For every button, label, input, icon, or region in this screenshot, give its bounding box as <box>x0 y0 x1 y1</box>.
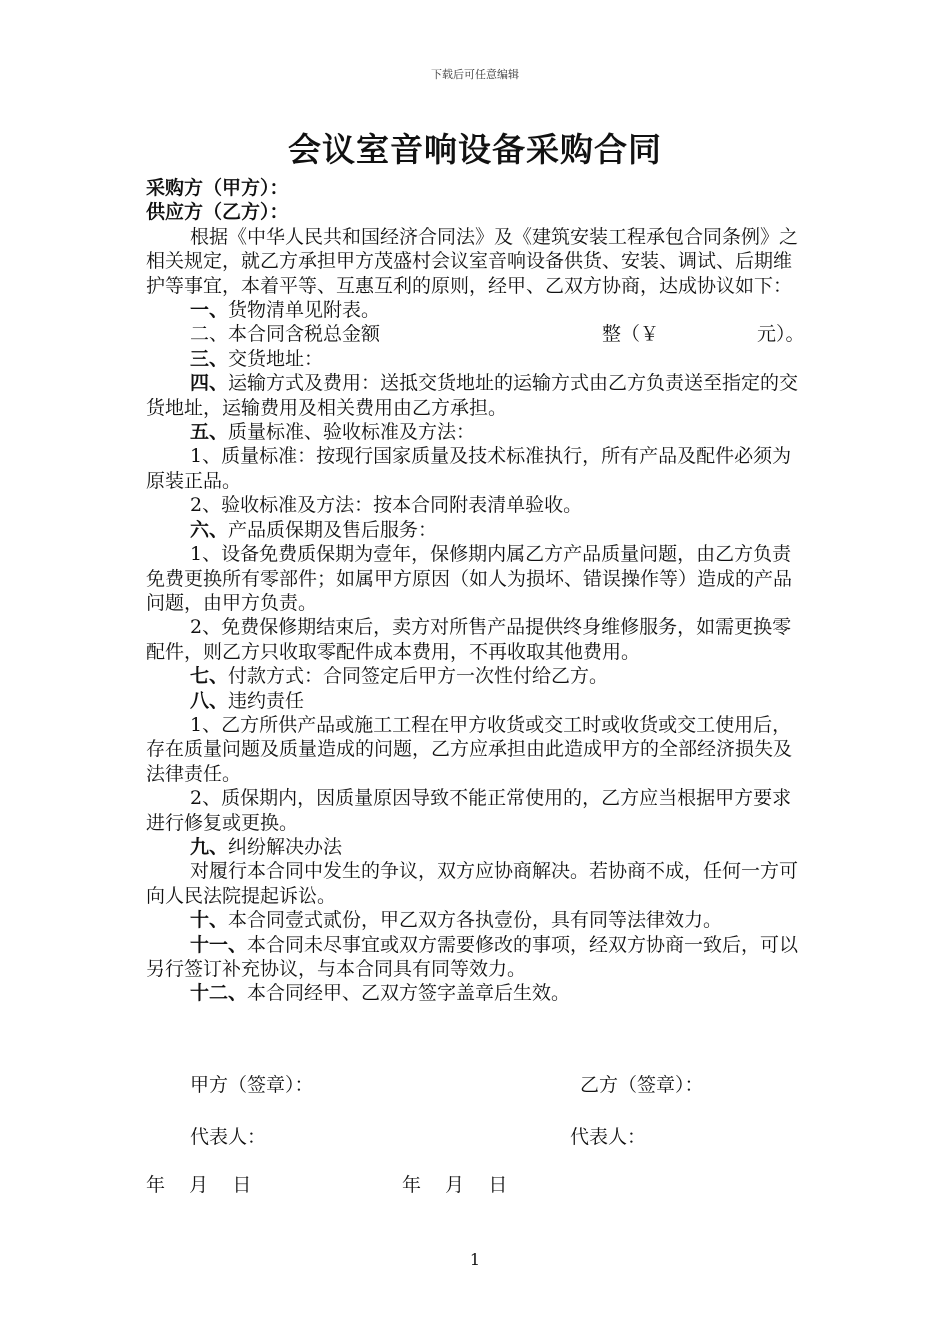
section-11 <box>146 933 810 982</box>
section-text: 纠纷解决办法 <box>228 835 343 858</box>
section-9-item-1: 对履行本合同中发生的争议，双方应协商解决。若协商不成，任何一方可向人民法院提起诉讼。 <box>146 860 799 907</box>
section-number: 二、 <box>190 323 229 346</box>
party-b-representative-label: 代表人： <box>570 1126 647 1148</box>
party-a-line: 采购方（甲方）： <box>146 177 289 199</box>
section-3 <box>146 347 810 371</box>
section-text: 产品质保期及售后服务： <box>228 518 438 541</box>
section-5-item-1: 1、质量标准：按现行国家质量及技术标准执行，所有产品及配件必须为原装正品。 <box>146 445 792 492</box>
section-6-item-1: 1、设备免费质保期为壹年，保修期内属乙方产品质量问题，由乙方负责免费更换所有零部件；如属甲方原因（如人为损坏、错误操作等）造成的产品问题，由甲方负责。 <box>146 543 793 614</box>
section-text: 运输方式及费用：送抵交货地址的运输方式由乙方负责送至指定的交货地址，运输费用及相关费用由乙方承担。 <box>146 372 799 419</box>
section-8-item-2: 2、质保期内，因质量原因导致不能正常使用的，乙方应当根据甲方要求进行修复或更换。 <box>146 787 792 834</box>
header-note: 下载后可任意编辑 <box>431 68 519 81</box>
section-text: 本合同壹式贰份，甲乙双方各执壹份，具有同等法律效力。 <box>228 909 723 932</box>
section-4 <box>146 371 810 420</box>
section-text: 本合同含税总金额 <box>228 323 381 346</box>
amount-yuan-end: 元）。 <box>757 323 805 346</box>
section-number: 六、 <box>190 518 229 541</box>
contract-title: 会议室音响设备采购合同 <box>288 130 662 169</box>
section-5-item-2: 2、验收标准及方法：按本合同附表清单验收。 <box>190 494 583 517</box>
section-2 <box>146 322 810 346</box>
section-9 <box>146 835 810 859</box>
section-1 <box>146 298 810 322</box>
section-6 <box>146 518 810 542</box>
section-8 <box>146 689 810 713</box>
section-8-item-1: 1、乙方所供产品或施工工程在甲方收货或交工时或收货或交工使用后，存在质量问题及质量造成的问题，乙方应承担由此造成甲方的全部经济损失及法律责任。 <box>146 713 793 785</box>
section-text: 本合同经甲、乙双方签字盖章后生效。 <box>247 982 571 1005</box>
section-number: 三、 <box>190 347 229 370</box>
section-number: 十二、 <box>190 982 248 1005</box>
amount-yuan-label: 整（￥ <box>602 323 660 346</box>
section-number: 一、 <box>190 299 229 322</box>
section-number: 五、 <box>190 421 229 444</box>
section-5 <box>146 420 810 444</box>
section-text: 质量标准、验收标准及方法： <box>228 421 476 444</box>
section-number: 九、 <box>190 835 229 858</box>
party-b-date: 年 月 日 <box>402 1174 508 1196</box>
party-a-representative-label: 代表人： <box>190 1126 267 1148</box>
section-6-item-2: 2、免费保修期结束后，卖方对所售产品提供终身维修服务，如需更换零配件，则乙方只收取零配件成本费用，不再收取其他费用。 <box>146 616 792 663</box>
contract-body <box>146 176 810 1006</box>
section-text: 本合同未尽事宜或双方需要修改的事项，经双方协商一致后，可以另行签订补充协议，与本合同具有同等效力。 <box>146 933 799 980</box>
section-number: 十、 <box>190 909 229 932</box>
section-10 <box>146 908 810 932</box>
section-text: 违约责任 <box>228 689 305 712</box>
party-b-line: 供应方（乙方）： <box>146 201 289 224</box>
section-text: 交货地址： <box>228 347 324 370</box>
party-b-seal-label: 乙方（签章）： <box>580 1074 704 1096</box>
section-2-label <box>190 322 602 346</box>
section-text: 货物清单见附表。 <box>228 299 381 322</box>
section-text: 付款方式：合同签定后甲方一次性付给乙方。 <box>228 665 609 688</box>
party-a-seal-label: 甲方（签章）： <box>190 1074 314 1096</box>
intro-paragraph: 根据《中华人民共和国经济合同法》及《建筑安装工程承包合同条例》之相关规定，就乙方承担甲方茂盛村会议室音响设备供货、安装、调试、后期维护等事宜，本着平等、互惠互利的原则，经甲、乙双方协商，达成协议如下： <box>146 225 799 297</box>
page-number: 1 <box>469 1250 481 1269</box>
section-12 <box>146 981 810 1005</box>
section-number: 七、 <box>190 665 229 688</box>
section-number: 十一、 <box>190 933 248 956</box>
section-number: 四、 <box>190 372 229 395</box>
party-a-date: 年 月 日 <box>146 1174 252 1196</box>
section-7 <box>146 664 810 688</box>
section-number: 八、 <box>190 689 229 712</box>
